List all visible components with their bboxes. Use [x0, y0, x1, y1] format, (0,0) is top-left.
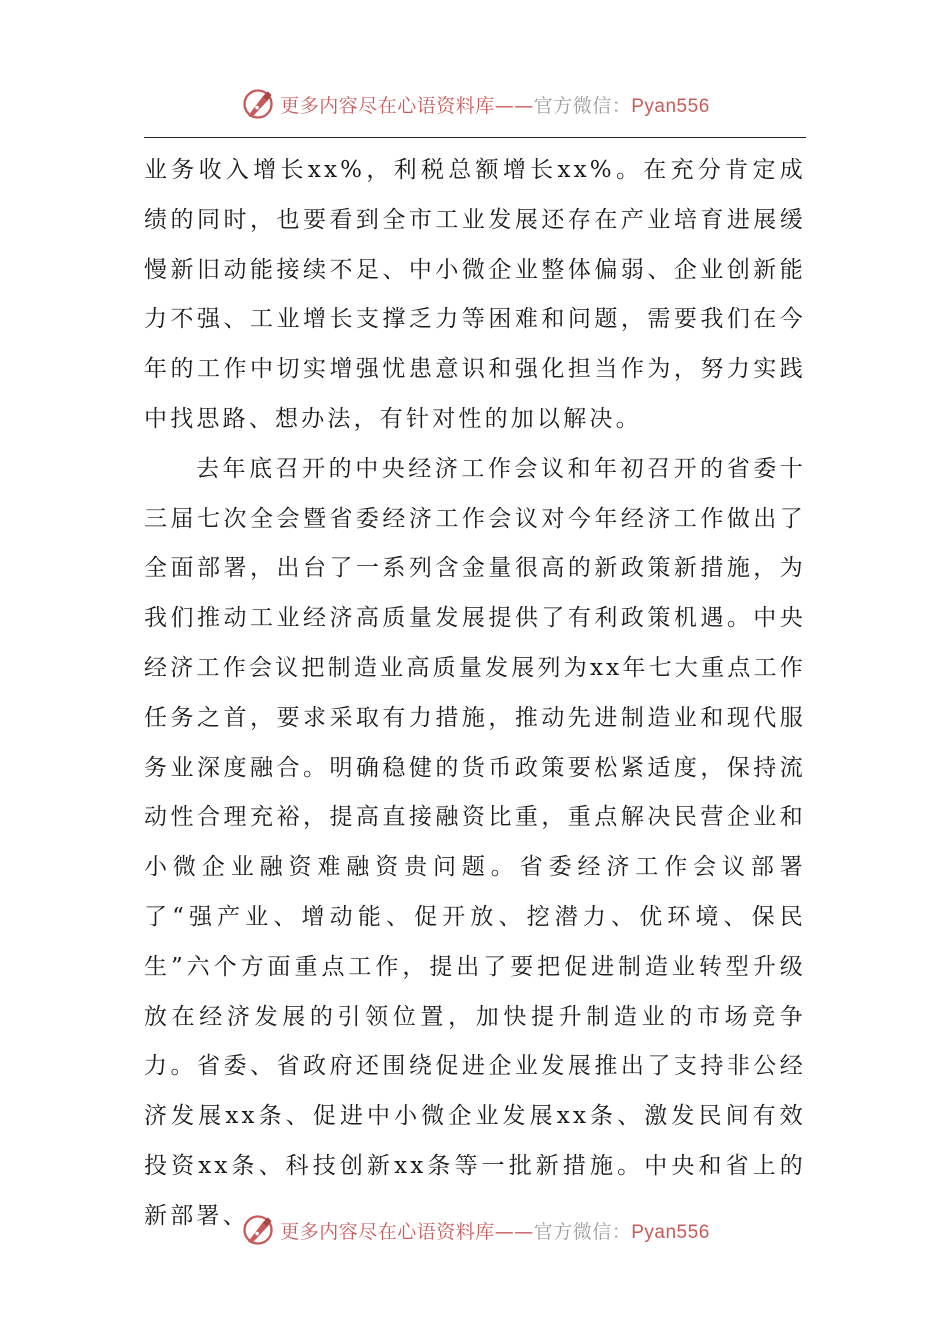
header-label: 官方微信： [533, 94, 632, 117]
document-body [144, 146, 806, 1242]
pen-nib-logo-icon [240, 1212, 276, 1248]
footer-handle: Pyan556 [631, 1221, 710, 1243]
paragraph-1: 业务收入增长xx%，利税总额增长xx%。在充分肯定成绩的同时，也要看到全市工业发展还存在产业培育进展缓慢新旧动能接续不足、中小微企业整体偏弱、企业创新能力不强、工业增长支撑乏力等困难和问题，需要我们在今年的工作中切实增强忧患意识和强化担当作为，努力实践中找思路、想办法，有针对性的加以解决。 [144, 157, 806, 432]
header-banner [0, 82, 950, 126]
footer-brand: 更多内容尽在心语资料库 [280, 1220, 495, 1243]
header-brand: 更多内容尽在心语资料库 [280, 94, 495, 117]
footer-banner [0, 1208, 950, 1252]
footer-banner-text [280, 1217, 710, 1244]
header-separator: —— [494, 94, 534, 117]
paragraph-2: 去年底召开的中央经济工作会议和年初召开的省委十三届七次全会暨省委经济工作会议对今年经济工作做出了全面部署，出台了一系列含金量很高的新政策新措施，为我们推动工业经济高质量发展提供了有利政策机遇。中央经济工作会议把制造业高质量发展列为xx年七大重点工作任务之首，要求采取有力措施，推动先进制造业和现代服务业深度融合。明确稳健的货币政策要松紧适度，保持流动性合理充裕，提高直接融资比重，重点解决民营企业和小微企业融资难融资贵问题。省委经济工作会议部署了“强产业、增动能、促开放、挖潜力、优环境、保民生”六个方面重点工作，提出了要把促进制造业转型升级放在经济发展的引领位置，加快提升制造业的市场竞争力。省委、省政府还围绕促进企业发展推出了支持非公经济发展xx条、促进中小微企业发展xx条、激发民间有效投资xx条、科技创新xx条等一批新措施。中央和省上的新部署、 [144, 455, 806, 1229]
footer-label: 官方微信： [533, 1220, 632, 1243]
pen-nib-logo-icon [240, 86, 276, 122]
header-divider [144, 137, 806, 138]
header-banner-text [280, 91, 710, 118]
header-handle: Pyan556 [631, 95, 710, 117]
footer-separator: —— [494, 1220, 534, 1243]
